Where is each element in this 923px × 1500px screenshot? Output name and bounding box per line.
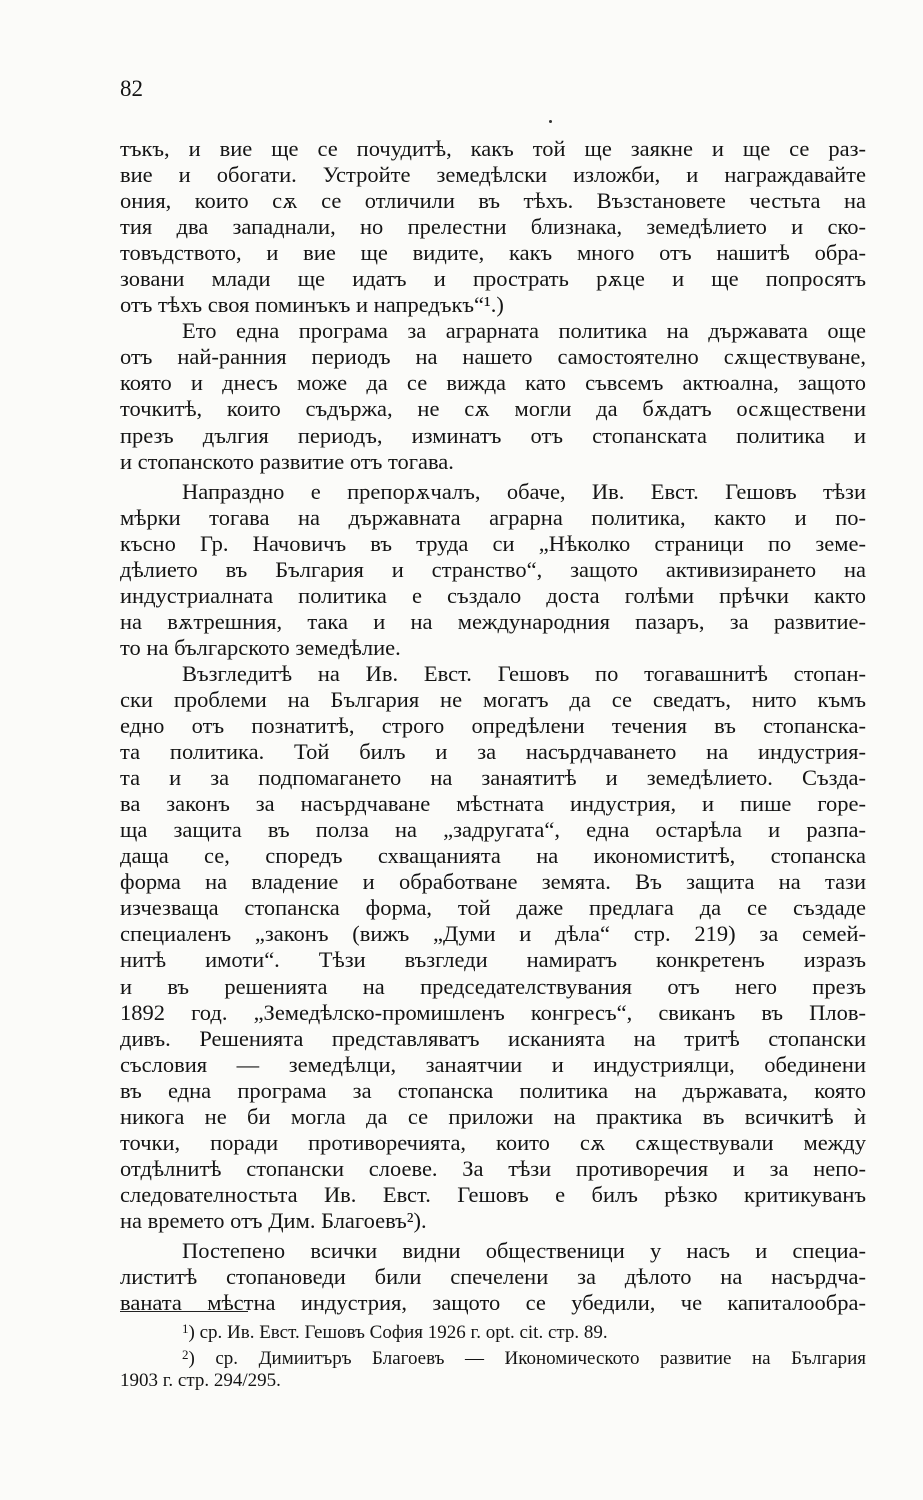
text-line: Напраздно е препорѫчалъ, обаче, Ив. Евст. Гешовъ тѣзи bbox=[182, 478, 866, 504]
text-line: и стопанското развитие отъ тогава. bbox=[120, 448, 454, 474]
text-line: листитѣ стопановеди били спечелени за дѣлото на насърдча- bbox=[120, 1264, 866, 1290]
text-line: Ето една програма за аграрната политика на държавата още bbox=[182, 318, 866, 344]
text-line: отдѣлнитѣ стопански слоеве. За тѣзи противоречия и за непо- bbox=[120, 1155, 866, 1181]
text-line: изчезваща стопанска форма, той даже предлага да се създаде bbox=[120, 895, 866, 921]
text-line: 1892 год. „Земедѣлско-промишленъ конгресъ“, свиканъ въ Плов- bbox=[120, 999, 866, 1025]
text-line: форма на владение и обработване земята. Въ защита на тази bbox=[120, 869, 866, 895]
text-line: ски проблеми на България не могатъ да се сведатъ, нито къмъ bbox=[120, 686, 866, 712]
text-line: та политика. Той билъ и за насърдчаването на индустрия- bbox=[120, 739, 866, 765]
text-line: отъ най-ранния периодъ на нашето самостоятелно сѫществуване, bbox=[120, 344, 866, 370]
text-line: точкитѣ, които съдържа, не сѫ могли да бѫдатъ осѫществени bbox=[120, 396, 866, 422]
text-line: вие и обогати. Устройте земедѣлски изложби, и награждавайте bbox=[120, 162, 866, 188]
text-line: на вѫтрешния, така и на международния пазаръ, за развитие- bbox=[120, 608, 866, 634]
text-line: презъ дългия периодъ, изминатъ отъ стопанската политика и bbox=[120, 422, 866, 448]
text-line: специаленъ „законъ (вижъ „Думи и дѣла“ стр. 219) за семей- bbox=[120, 921, 866, 947]
footnote-marker: 1 bbox=[182, 1321, 189, 1336]
footnote-marker: 2 bbox=[182, 1347, 189, 1362]
text-line: товъдството, и вие ще видите, какъ много отъ нашитѣ обра- bbox=[120, 240, 866, 266]
footnote-text: ) ср. Димиитъръ Благоевъ — Икономическото развитие на България bbox=[188, 1348, 866, 1369]
text-line: даща се, споредъ схващанията на икономиститѣ, стопанска bbox=[120, 843, 866, 869]
footnotes bbox=[120, 1318, 866, 1392]
text-line: тия два западнали, но прелестни близнака, земедѣлието и ско- bbox=[120, 214, 866, 240]
text-line: дивъ. Решенията представляватъ исканията на тритѣ стопански bbox=[120, 1025, 866, 1051]
text-line: мѣрки тогава на държавната аграрна политика, както и по- bbox=[120, 504, 866, 530]
ink-speck bbox=[549, 120, 552, 123]
footnote-2 bbox=[120, 1344, 866, 1370]
footnote-1 bbox=[120, 1318, 866, 1344]
footnote-2-continuation: 1903 г. стр. 294/295. bbox=[120, 1370, 281, 1391]
paragraph-geshov-measures bbox=[120, 479, 866, 661]
text-line: ва законъ за насърдчаване мѣстната индустрия, и пише горе- bbox=[120, 791, 866, 817]
text-line: зовани млади ще идатъ и прострать рѫце и ще попросятъ bbox=[120, 266, 866, 292]
paragraph-geshov-views bbox=[120, 661, 866, 1234]
page-number: 82 bbox=[120, 76, 143, 101]
text-line: никога не би могла да се приложи на практика въ всичкитѣ ѝ bbox=[120, 1103, 866, 1129]
text-line: късно Гр. Начовичъ въ труда си „Нѣколко страници по земе- bbox=[120, 530, 866, 556]
text-line: съсловия — земедѣлци, занаятчии и индустриялци, обединени bbox=[120, 1051, 866, 1077]
footnote-text: ) ср. Ив. Евст. Гешовъ София 1926 г. opt. cit. стр. 89. bbox=[188, 1322, 608, 1343]
text-line: едно отъ познатитѣ, строго опредѣлени течения въ стопанска- bbox=[120, 713, 866, 739]
text-line: та и за подпомагането на занаятитѣ и земедѣлието. Създа- bbox=[120, 765, 866, 791]
text-line: ваната мѣстна индустрия, защото се убедили, че капиталообра- bbox=[120, 1290, 866, 1316]
text-line: и въ решенията на председателствувания отъ него презъ bbox=[120, 973, 866, 999]
paragraph-public-figures bbox=[120, 1238, 866, 1316]
text-line: ония, които сѫ се отличили въ тѣхъ. Възстановете честьта на bbox=[120, 188, 866, 214]
text-line: нитѣ имоти“. Тѣзи възгледи намиратъ конкретенъ изразъ bbox=[120, 947, 866, 973]
text-line: то на българското земедѣлие. bbox=[120, 634, 401, 660]
footnote-rule bbox=[120, 1311, 248, 1312]
text-line: която и днесъ може да се вижда като съвсемъ актюална, защото bbox=[120, 370, 866, 396]
paragraph-quote-end bbox=[120, 136, 866, 318]
paragraph-agrarian-program bbox=[120, 318, 866, 474]
body-text bbox=[120, 136, 866, 1316]
text-line: ща защита въ полза на „задругата“, една остарѣла и разпа- bbox=[120, 817, 866, 843]
text-line: въ една програма за стопанска политика на държавата, която bbox=[120, 1077, 866, 1103]
text-line: дѣлието въ България и странство“, защото активизирането на bbox=[120, 556, 866, 582]
text-line: тъкъ, и вие ще се почудитѣ, какъ той ще заякне и ще се раз- bbox=[120, 136, 866, 161]
text-line: точки, поради противоречията, които сѫ сѫществували между bbox=[120, 1129, 866, 1155]
text-line: индустриалната политика е създало доста голѣми прѣчки както bbox=[120, 582, 866, 608]
text-line: Възгледитѣ на Ив. Евст. Гешовъ по тогавашнитѣ стопан- bbox=[182, 660, 866, 686]
text-line: следователностьта Ив. Евст. Гешовъ е билъ рѣзко критикуванъ bbox=[120, 1181, 866, 1207]
text-line: отъ тѣхъ своя поминъкъ и напредъкъ“¹.) bbox=[120, 292, 504, 318]
text-line: Постепено всички видни общественици у насъ и специа- bbox=[182, 1237, 866, 1263]
text-line: на времето отъ Дим. Благоевъ²). bbox=[120, 1207, 427, 1233]
